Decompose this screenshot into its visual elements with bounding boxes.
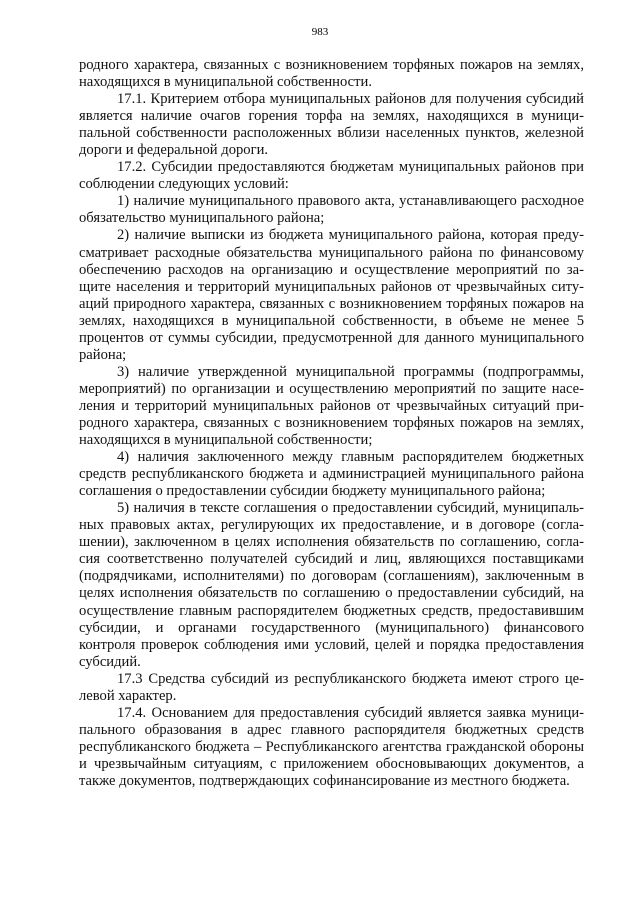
document-body [79, 57, 584, 790]
paragraph-17-3: 17.3 Средства субсидий из республиканского бюджета имеют строго целевой характер. [79, 670, 584, 704]
paragraph-17-1: 17.1. Критерием отбора муниципальных районов для получения субсидий является наличие очагов горения торфа на землях, находящихся в муниципальной собственности расположенных вблизи населенных пунктов, железной дороги и федеральной дороги. [79, 91, 584, 159]
paragraph-continuation: родного характера, связанных с возникновением торфяных пожаров на землях, находящихся в муниципальной собственности. [79, 57, 584, 91]
condition-item-4: 4) наличия заключенного между главным распорядителем бюджетных средств республиканского бюджета и администрацией муниципального района соглашения о предоставлении субсидии бюджету муниципального района; [79, 449, 584, 500]
condition-item-5: 5) наличия в тексте соглашения о предоставлении субсидий, муниципальных правовых актах, регулирующих их предоставление, и в договоре (соглашении), заключенном в целях исполнения обязательств по соглашению, согласия соответственно получателей субсидий и лиц, являющихся поставщиками (подрядчиками, исполнителями) по договорам (соглашениям), заключенным в целях исполнения обязательств по соглашению о предоставлении субсидий, на осуществление главным распорядителем бюджетных средств, предоставившим субсидии, и органами государственного (муниципального) финансового контроля проверок соблюдения ими условий, целей и порядка предоставления субсидий. [79, 500, 584, 670]
condition-item-3: 3) наличие утвержденной муниципальной программы (подпрограммы, мероприятий) по организации и осуществлению мероприятий по защите населения и территорий муниципальных районов от чрезвычайных ситуаций природного характера, связанных с возникновением торфяных пожаров на землях, находящихся в муниципальной собственности; [79, 363, 584, 449]
condition-item-2: 2) наличие выписки из бюджета муниципального района, которая предусматривает расходные обязательства муниципального района по финансовому обеспечению расходов на организацию и осуществление мероприятий по защите населения и территорий муниципальных районов от чрезвычайных ситуаций природного характера, связанных с возникновением торфяных пожаров на землях, находящихся в муниципальной собственности, в объеме не менее 5 процентов от суммы субсидии, предусмотренной для данного муниципального района; [79, 227, 584, 363]
paragraph-17-2: 17.2. Субсидии предоставляются бюджетам муниципальных районов при соблюдении следующих условий: [79, 159, 584, 193]
page-number: 983 [311, 26, 329, 38]
condition-item-1: 1) наличие муниципального правового акта, устанавливающего расходное обязательство муниципального района; [79, 193, 584, 227]
paragraph-17-4: 17.4. Основанием для предоставления субсидий является заявка муниципального образования в адрес главного распорядителя бюджетных средств республиканского бюджета – Республиканского агентства гражданской обороны и чрезвычайным ситуациям, с приложением обосновывающих документов, а также документов, подтверждающих софинансирование из местного бюджета. [79, 704, 584, 789]
